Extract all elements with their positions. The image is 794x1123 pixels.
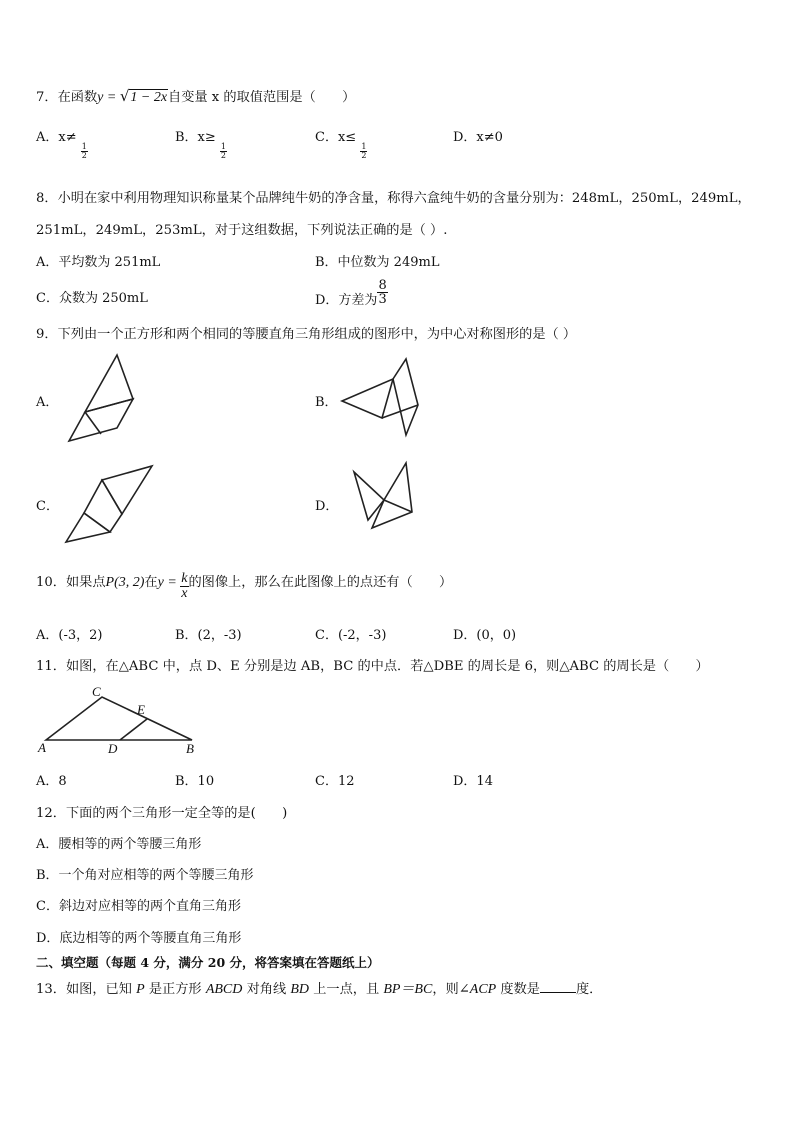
q11-option-b: B．10 — [175, 774, 215, 789]
q9-figure-d — [350, 460, 420, 535]
q13-bp-bc: BP＝BC — [383, 982, 433, 997]
q10-option-a: A．(-3，2) — [36, 628, 103, 643]
q9-label-a: A． — [36, 395, 59, 410]
q7-text-a: 在函数 — [57, 90, 98, 105]
q7-formula-radicand: 1 − 2x — [130, 90, 168, 105]
q13-bd: BD — [290, 982, 309, 997]
q7-formula-y: y = — [97, 90, 120, 105]
q9-figure-a — [60, 352, 140, 447]
q7-option-d: D．x≠0 — [453, 130, 503, 145]
q10-point: P(3, 2) — [105, 575, 145, 590]
q11-option-a: A．8 — [36, 774, 67, 789]
q11-option-d: D．14 — [453, 774, 493, 789]
q12-option-c: C．斜边对应相等的两个直角三角形 — [36, 899, 241, 914]
q12-stem: 12．下面的两个三角形一定全等的是( ) — [36, 806, 288, 821]
label-c: C — [92, 684, 101, 699]
q8-stem-line2: 251mL，249mL，253mL，对于这组数据，下列说法正确的是（ ）. — [36, 223, 448, 238]
q8-stem-line1: 8．小明在家中利用物理知识称量某个品牌纯牛奶的净含量，称得六盒纯牛奶的含量分别为：248mL，250mL，249mL， — [36, 191, 751, 206]
q10-option-c: C．(-2，-3) — [315, 628, 387, 643]
q13-acp: ACP — [469, 982, 497, 997]
q10-x: x — [181, 586, 188, 601]
q13-text-g: 度． — [575, 982, 603, 997]
q10-text-c: 的图像上，那么在此图像上的点还有（ ） — [188, 575, 453, 590]
q7-option-c-fraction — [360, 143, 367, 160]
q7-stem — [36, 86, 355, 106]
q9-label-d: D． — [315, 499, 339, 514]
q11-triangle-figure — [36, 684, 201, 756]
q13-p: P — [136, 982, 145, 997]
q10-stem — [36, 572, 452, 601]
q7-text-b: 自变量 x 的取值范围是（ ） — [168, 90, 356, 105]
q7-option-b-label: B．x≥ — [175, 130, 216, 145]
q13-text-b: 是正方形 — [144, 982, 206, 997]
q13-text-f: 度数是 — [496, 982, 540, 997]
q8-option-c: C．众数为 250mL — [36, 291, 148, 306]
label-e: E — [137, 702, 145, 717]
q9-stem: 9．下列由一个正方形和两个相同的等腰直角三角形组成的图形中，为中心对称图形的是（ ） — [36, 327, 577, 342]
q7-b-den: 2 — [220, 151, 227, 160]
q7-option-a-fraction — [81, 143, 88, 160]
q11-option-c: C．12 — [315, 774, 355, 789]
q7-option-b-fraction — [220, 143, 227, 160]
q11-stem: 11．如图，在△ABC 中，点 D、E 分别是边 AB，BC 的中点．若△DBE 的周长是 6，则△ABC 的周长是（ ） — [36, 659, 709, 674]
q8-option-d-label: D．方差为 — [315, 293, 378, 308]
label-d: D — [108, 741, 118, 756]
q10-option-b: B．(2，-3) — [175, 628, 242, 643]
q10-option-d: D．(0，0) — [453, 628, 517, 643]
q9-figure-b — [338, 355, 423, 440]
q10-text-a: 10．如果点 — [36, 575, 106, 590]
answer-blank[interactable] — [540, 980, 576, 993]
q9-figure-c — [62, 462, 157, 547]
q9-label-c: C． — [36, 499, 59, 514]
q10-fraction — [180, 572, 188, 601]
q8-d-den: 3 — [378, 292, 387, 307]
q10-text-b: 在 — [144, 575, 158, 590]
q7-a-den: 2 — [81, 151, 87, 160]
q12-option-b: B．一个角对应相等的两个等腰三角形 — [36, 868, 254, 883]
q7-option-a-label: A．x≠ — [36, 130, 77, 145]
section-heading: 二、填空题（每题 4 分，满分 20 分，将答案填在答题纸上） — [36, 955, 380, 970]
q13-stem — [36, 978, 602, 998]
q7-option-a — [36, 126, 88, 160]
q7-option-b — [175, 126, 227, 160]
q13-text-a: 13．如图，已知 — [36, 982, 137, 997]
q8-option-b: B．中位数为 249mL — [315, 255, 440, 270]
q7-option-c-label: C．x≤ — [315, 130, 357, 145]
q8-option-d — [315, 279, 388, 306]
q13-abcd: ABCD — [205, 982, 243, 997]
q7-c-num: 1 — [361, 142, 367, 151]
q7-a-num: 1 — [81, 142, 87, 151]
label-b: B — [186, 741, 194, 756]
q8-option-a: A．平均数为 251mL — [36, 255, 161, 270]
q10-k: k — [181, 571, 188, 586]
q7-b-num: 1 — [220, 142, 227, 151]
q8-option-d-fraction — [377, 279, 387, 306]
q13-text-c: 对角线 — [242, 982, 291, 997]
q13-text-d: 上一点，且 — [309, 982, 384, 997]
q9-label-b: B． — [315, 395, 338, 410]
label-a: A — [38, 740, 46, 755]
q8-d-num: 8 — [378, 278, 387, 293]
q7-number: 7． — [36, 90, 58, 105]
q7-option-c — [315, 126, 367, 160]
q7-c-den: 2 — [361, 151, 367, 160]
q12-option-a: A．腰相等的两个等腰三角形 — [36, 837, 202, 852]
q13-text-e: ，则∠ — [432, 982, 470, 997]
sqrt-sign: √ — [119, 87, 130, 105]
q12-option-d: D．底边相等的两个等腰直角三角形 — [36, 931, 242, 946]
q10-eq-y: y = — [157, 575, 181, 590]
